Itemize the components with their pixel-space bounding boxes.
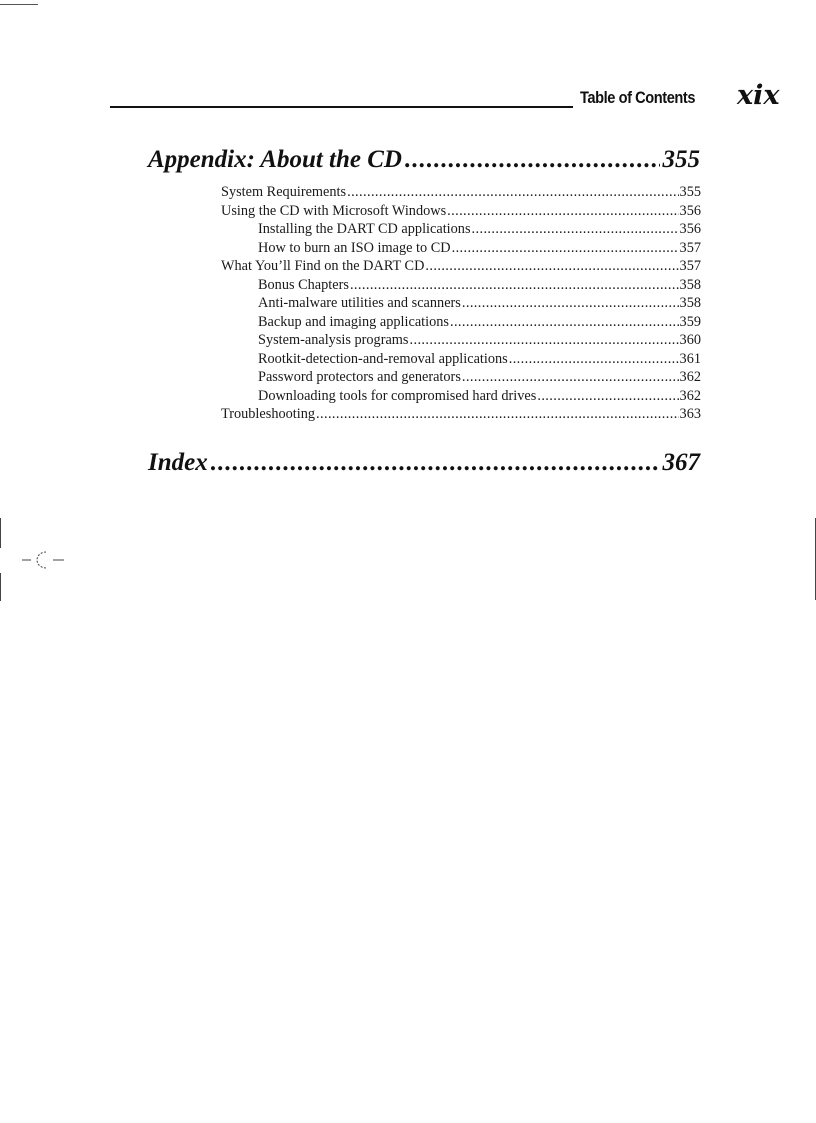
toc-entry-label: How to burn an ISO image to CD [258,239,451,256]
toc-entry-label: Troubleshooting [221,406,316,422]
registration-mark-icon [22,549,64,571]
crop-mark-left-lower [0,573,1,601]
toc-entry[interactable] [221,257,701,276]
dot-leader [350,276,679,295]
toc-entry-page: 355 [679,184,701,200]
dot-leader [509,350,679,369]
toc-entry-label: Password protectors and generators [258,369,461,385]
toc-entry-label: System-analysis programs [258,332,409,348]
toc-entry[interactable] [221,239,701,258]
toc-entry-page: 357 [679,239,701,256]
crop-mark-left-upper [0,518,1,548]
header-rule [110,106,573,108]
toc-entry-label: System Requirements [221,184,347,200]
toc-entry[interactable] [221,350,701,369]
dot-leader [410,331,679,350]
dot-leader [472,220,679,239]
dot-leader [425,257,678,276]
toc-entry-page: 362 [679,387,701,404]
part-page-number: 355 [662,146,700,173]
toc-entry-label: What You’ll Find on the DART CD [221,258,425,274]
toc-entry[interactable] [221,202,701,221]
toc-entry[interactable] [221,276,701,295]
dot-leader [462,294,679,313]
toc-entry-label: Bonus Chapters [258,276,349,293]
toc-part-appendix[interactable] [148,146,700,174]
toc-entry[interactable] [221,331,701,350]
dot-leader [452,239,679,258]
toc-entry-page: 356 [679,202,701,219]
toc-entry-page: 363 [679,406,701,422]
part-title: Index [148,449,208,476]
dot-leader [347,183,678,202]
part-page-number: 367 [662,449,700,476]
toc-entry-label: Rootkit-detection-and-removal applications [258,350,508,367]
toc-entry-list [221,183,701,424]
toc-entry-label: Using the CD with Microsoft Windows [221,202,447,219]
toc-entry-page: 359 [679,313,701,330]
toc-entry-label: Downloading tools for compromised hard drives [258,387,537,404]
dot-leader [405,146,660,174]
toc-entry-page: 358 [679,276,701,293]
dot-leader [537,387,678,406]
toc-entry[interactable] [221,183,701,202]
toc-entry[interactable] [221,387,701,406]
running-head-title: Table of Contents [580,88,696,107]
page-number: xix [737,80,780,111]
crop-mark-top [0,4,38,5]
toc-entry-page: 358 [679,295,701,311]
toc-part-index[interactable] [148,449,700,477]
dot-leader [211,449,660,477]
toc-entry-page: 356 [679,221,701,237]
toc-entry-page: 362 [679,369,701,385]
dot-leader [450,313,679,332]
toc-entry[interactable] [221,220,701,239]
toc-entry[interactable] [221,313,701,332]
toc-entry-label: Installing the DART CD applications [258,221,471,237]
toc-entry-page: 357 [679,258,701,274]
toc-entry-page: 360 [679,332,701,348]
part-title: Appendix: About the CD [148,146,402,173]
dot-leader [462,368,679,387]
dot-leader [447,202,678,221]
toc-entry[interactable] [221,368,701,387]
toc-entry[interactable] [221,294,701,313]
toc-entry-label: Backup and imaging applications [258,313,449,330]
toc-entry-label: Anti-malware utilities and scanners [258,295,461,311]
dot-leader [316,405,679,424]
toc-entry[interactable] [221,405,701,424]
toc-entry-page: 361 [679,350,701,367]
